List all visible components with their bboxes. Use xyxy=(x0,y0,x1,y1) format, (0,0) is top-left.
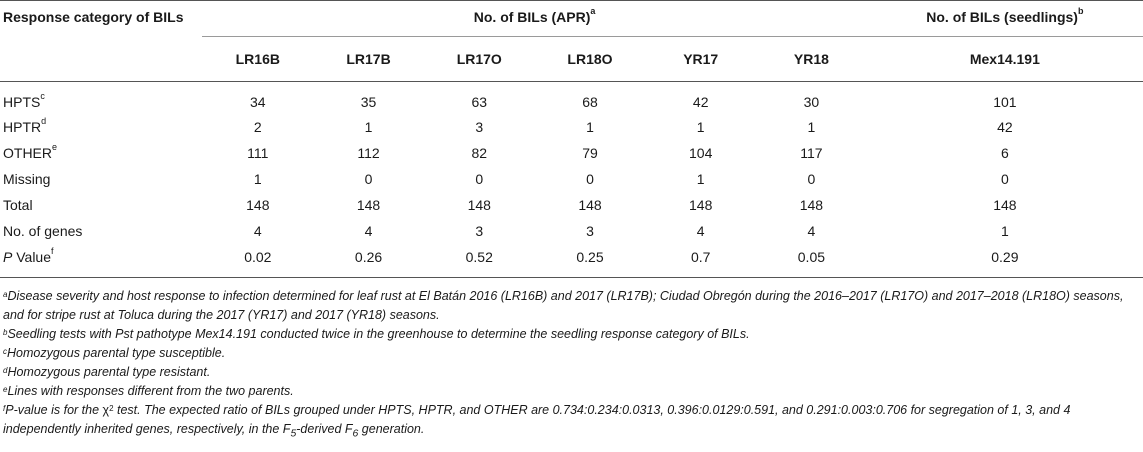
footnote: $^c$Homozygous parental type susceptible. xyxy=(3,346,226,360)
seedlings-group-header: No. of BILs (seedlings)$^b$ xyxy=(867,1,1143,37)
footnote: $^e$Lines with responses different from the two parents. xyxy=(3,384,294,398)
footnote: $^d$Homozygous parental type resistant. xyxy=(3,365,211,379)
column-header: Mex14.191 xyxy=(969,51,1040,67)
column-header: LR16B xyxy=(235,51,280,67)
header-row-columns xyxy=(0,37,1143,82)
table-row: No. of genes 4 4 3 3 4 4 1 xyxy=(3,222,1009,239)
apr-group-header: No. of BILs (APR)$^a$ xyxy=(202,1,866,37)
table-row: HPTS$^c$ 34 35 63 68 42 30 101 xyxy=(3,90,1017,110)
header-row-groups xyxy=(0,1,1143,37)
table-row: P Value$^f$ 0.02 0.26 0.52 0.25 0.7 0.05 0.29 xyxy=(0,244,1143,278)
table-row: Missing 1 0 0 0 1 0 0 xyxy=(3,170,1009,187)
table-footnotes xyxy=(3,287,1141,444)
row-label-header: Response category of BILs xyxy=(3,9,184,25)
column-header: LR17O xyxy=(456,51,502,67)
table-row: HPTR$^d$ 2 1 3 1 1 1 42 xyxy=(3,115,1013,135)
footnote: $^f$P-value is for the $\chi^2$ test. The expected ratio of BILs grouped under HPTS, HPTR, and OTHER are 0.734:0.234:0.0313, 0.396:0.0129:0.591, and 0.291:0.003:0.706 for segregation of 1, 3, and 4 independently inherited genes, respectively, in the $F_5$-derived $F_6$ generation. xyxy=(3,403,1071,440)
column-header: LR17B xyxy=(346,51,391,67)
column-header: YR18 xyxy=(793,51,829,67)
column-header: LR18O xyxy=(567,51,613,67)
column-header: YR17 xyxy=(683,51,719,67)
table-row: OTHER$^e$ 111 112 82 79 104 117 6 xyxy=(3,141,1009,161)
table-row: Total 148 148 148 148 148 148 148 xyxy=(3,196,1017,213)
footnote: $^a$Disease severity and host response to infection determined for leaf rust at El Batán 2016 (LR16B) and 2017 (LR17B); Ciudad Obregón during the 2016–2017 (LR17O) and 2017–2018 (LR18O) seasons, and for stripe rust at Toluca during the 2017 (YR17) and 2017 (YR18) seasons. xyxy=(3,289,1124,322)
footnote: $^b$Seedling tests with Pst pathotype Mex14.191 conducted twice in the greenhouse to determine the seedling response category of BILs. xyxy=(3,327,750,341)
